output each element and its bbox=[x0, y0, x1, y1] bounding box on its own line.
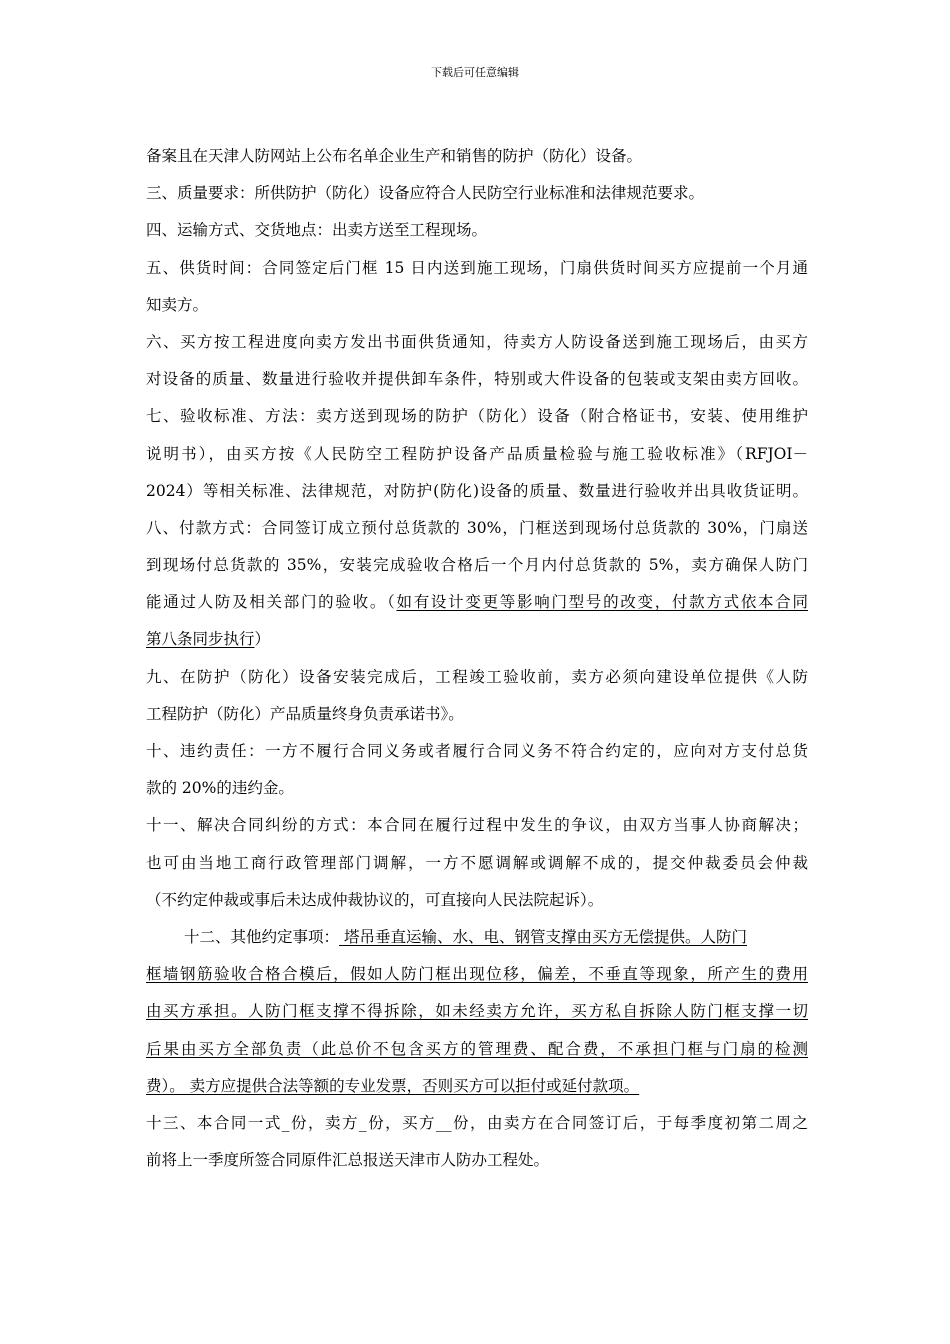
text-line: 备案且在天津人防网站上公布名单企业生产和销售的防护（防化）设备。 bbox=[146, 147, 643, 165]
text-line bbox=[146, 956, 808, 993]
text-line bbox=[146, 1031, 808, 1068]
text-line: 五、供货时间：合同签定后门框 15 日内送到施工现场，门扇供货时间买方应提前一个月通 bbox=[146, 258, 808, 277]
underlined-text: 第八条同步执行 bbox=[146, 630, 255, 649]
text-line: 第八条同步执行） bbox=[146, 630, 271, 649]
text-line: （不约定仲裁或事后未达成仲裁协议的，可直接向人民法院起诉）。 bbox=[146, 890, 604, 909]
text-line: 十二、其他约定事项： 塔吊垂直运输、水、电、钢管支撑由买方无偿提供。人防门 bbox=[184, 927, 747, 946]
text-line: 知卖方。 bbox=[146, 295, 209, 314]
text-line: 十三、本合同一式_份，卖方_份，买方__份，由卖方在合同签订后，于每季度初第二周之 bbox=[146, 1113, 808, 1132]
text-line: 十一、解决合同纠纷的方式：本合同在履行过程中发生的争议，由双方当事人协商解决； bbox=[146, 816, 808, 835]
underlined-text: 后果由买方全部负责（此总价不包含买方的管理费、配合费，不承担门框与门扇的检测 bbox=[146, 1039, 808, 1058]
underlined-text: 框墙钢筋验收合格合模后，假如人防门框出现位移，偏差，不垂直等现象，所产生的费用 bbox=[146, 965, 808, 984]
text-line: 四、运输方式、交货地点：出卖方送至工程现场。 bbox=[146, 221, 488, 240]
text-line: 前将上一季度所签合同原件汇总报送天津市人防办工程处。 bbox=[146, 1151, 550, 1170]
text-line: 三、质量要求：所供防护（防化）设备应符合人民防空行业标准和法律规范要求。 bbox=[146, 184, 705, 203]
text-line: 工程防护（防化）产品质量终身负责承诺书》。 bbox=[146, 704, 464, 723]
contract-body bbox=[146, 138, 808, 1179]
text-line: 说明书），由买方按《人民防空工程防护设备产品质量检验与施工验收标准》（RFJOI－ bbox=[146, 444, 808, 463]
underlined-text: 塔吊垂直运输、水、电、钢管支撑由买方无偿提供。人防门 bbox=[339, 927, 747, 946]
text-line: 对设备的质量、数量进行验收并提供卸车条件，特别或大件设备的包装或支架由卖方回收。 bbox=[146, 370, 808, 389]
text-line: 也可由当地工商行政管理部门调解，一方不愿调解或调解不成的，提交仲裁委员会仲裁 bbox=[146, 853, 808, 872]
text-line: 能通过人防及相关部门的验收。（如有设计变更等影响门型号的改变，付款方式依本合同 bbox=[146, 593, 808, 612]
text-line: 八、付款方式：合同签订成立预付总货款的 30%，门框送到现场付总货款的 30%，门扇送 bbox=[146, 518, 808, 537]
text-line: 款的 20%的违约金。 bbox=[146, 779, 294, 798]
text-line: 到现场付总货款的 35%，安装完成验收合格后一个月内付总货款的 5%，卖方确保人防门 bbox=[146, 556, 808, 575]
text-line: 九、在防护（防化）设备安装完成后，工程竣工验收前，卖方必须向建设单位提供《人防 bbox=[146, 667, 808, 686]
text-line: 六、买方按工程进度向卖方发出书面供货通知，待卖方人防设备送到施工现场后，由买方 bbox=[146, 332, 808, 351]
underlined-text: 如有设计变更等影响门型号的改变，付款方式依本合同 bbox=[396, 593, 808, 612]
text-line bbox=[146, 993, 808, 1030]
text-line bbox=[146, 1068, 808, 1105]
header-note: 下载后可任意编辑 bbox=[431, 66, 519, 79]
underlined-text: 由买方承担。人防门框支撑不得拆除，如未经卖方允许，买方私自拆除人防门框支撑一切 bbox=[146, 1002, 808, 1021]
text-line: 七、验收标准、方法：卖方送到现场的防护（防化）设备（附合格证书，安装、使用维护 bbox=[146, 407, 808, 426]
text-line: 2024）等相关标准、法律规范，对防护(防化)设备的质量、数量进行验收并出具收货证明。 bbox=[146, 481, 808, 500]
underlined-text: 费）。 卖方应提供合法等额的专业发票，否则买方可以拒付或延付款项。 bbox=[146, 1076, 640, 1095]
text-line: 十、违约责任：一方不履行合同义务或者履行合同义务不符合约定的，应向对方支付总货 bbox=[146, 742, 808, 760]
